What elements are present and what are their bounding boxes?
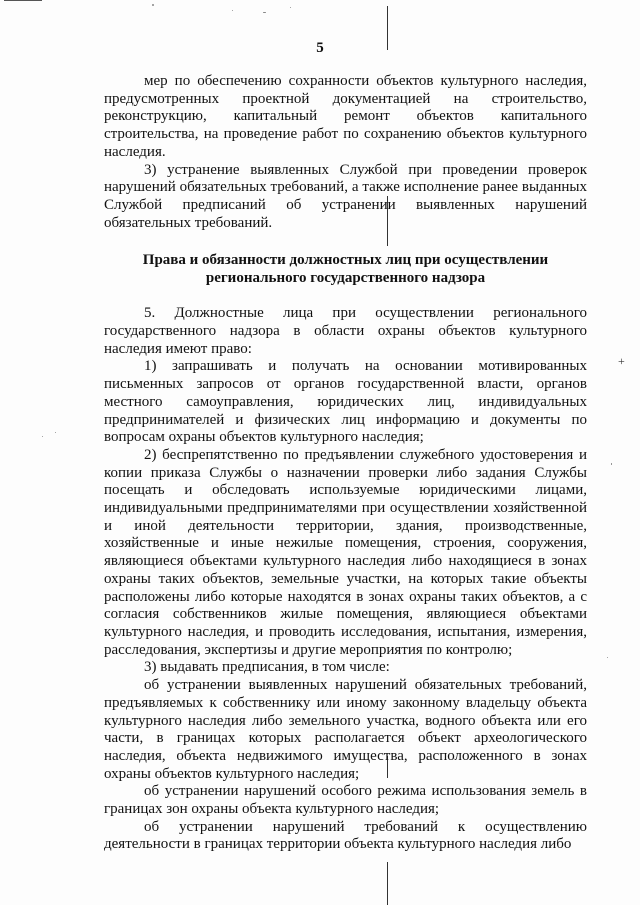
section-heading-line-1: Права и обязанности должностных лиц при осуществлении <box>142 252 549 269</box>
paragraph-continuation: мер по обеспечению сохранности объектов культурного наследия, предусмотренных проектной документацией на строительство, реконструкцию, капитальный ремонт объектов капитального строительства, на проведение работ по сохранению объектов культурного наследия. <box>104 73 587 160</box>
scan-speck <box>611 463 612 465</box>
margin-mark: + <box>618 354 625 368</box>
section-heading <box>104 251 587 287</box>
document-body <box>104 73 587 854</box>
scan-artifact-line <box>4 0 42 1</box>
page-number: 5 <box>316 40 324 56</box>
section-heading-line-2: регионального государственного надзора <box>205 270 486 287</box>
paragraph-right-1: 1) запрашивать и получать на основании мотивированных письменных запросов от органов государственной власти, органов местного самоуправления, юридических лиц, индивидуальных предпринимателей и физических лиц информацию и документы по вопросам охраны объектов культурного наследия; <box>104 358 587 446</box>
scan-speck <box>232 10 233 11</box>
paragraph-right-2: 2) беспрепятственно по предъявлении служебного удостоверения и копии приказа Службы о назначении проверки либо задания Службы посещать и обследовать используемые юридическими лицами, индивидуальными предпринимателями при осуществлении хозяйственной и иной деятельности территории, здания, производственные, хозяйственные и иные нежилые помещения, строения, сооружения, являющиеся объектами культурного наследия либо находящиеся в зонах охраны таких объектов, земельные участки, на которых такие объекты расположены либо которые находятся в зонах охраны таких объектов, а с согласия собственников жилые помещения, являющиеся объектами культурного наследия, и проводить исследования, испытания, измерения, расследования, экспертизы и другие мероприятия по контролю; <box>104 446 587 658</box>
scan-fold-line <box>387 862 388 905</box>
paragraph-right-3: 3) выдавать предписания, в том числе: <box>144 659 390 676</box>
paragraph-clause-5: 5. Должностные лица при осуществлении регионального государственного надзора в области охраны объектов культурного наследия имеют право: <box>104 305 587 357</box>
paragraph-order-3: об устранении нарушений требований к осуществлению деятельности в границах территории объекта культурного наследия либо <box>104 818 587 853</box>
scan-speck <box>55 432 56 433</box>
scan-speck <box>152 4 154 6</box>
paragraph-order-2: об устранении нарушений особого режима использования земель в границах зон охраны объекта культурного наследия; <box>104 783 587 818</box>
paragraph-order-1: об устранении выявленных нарушений обязательных требований, предъявляемых к собственнику или иному законному владельцу объекта культурного наследия либо земельного участка, водного объекта или его части, в границах которых располагается объект археологического наследия, объекта недвижимого имущества, расположенного в зонах охраны объектов культурного наследия; <box>104 677 587 782</box>
scan-speck <box>607 657 608 658</box>
paragraph-item-3: 3) устранение выявленных Службой при проведении проверок нарушений обязательных требований, а также исполнение ранее выданных Службой предписаний об устранении выявленных нарушений обязательных требований. <box>104 161 587 231</box>
scan-speck <box>290 7 291 8</box>
scan-speck <box>263 12 266 13</box>
scan-speck <box>42 436 43 437</box>
